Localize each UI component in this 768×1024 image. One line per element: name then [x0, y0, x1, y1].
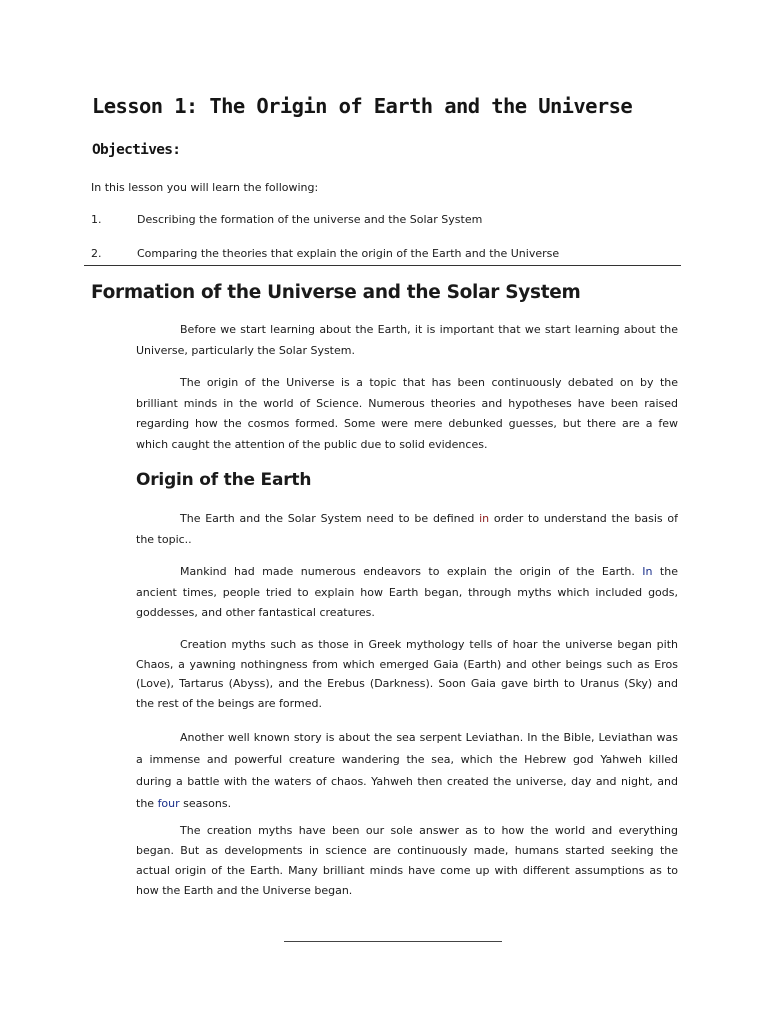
paragraph-line: The origin of the Universe is a topic that has been continuously debated on by the	[180, 376, 678, 389]
lesson-title: Lesson 1: The Origin of Earth and the Universe	[92, 94, 633, 118]
paragraph-line: brilliant minds in the world of Science. Numerous theories and hypotheses have been raised	[136, 396, 678, 410]
paragraph-line: actual origin of the Earth. Many brilliant minds have come up with different assumptions as to	[136, 864, 678, 877]
highlighted-word: four	[157, 797, 180, 810]
paragraph-line: Before we start learning about the Earth, it is important that we start learning about the	[180, 323, 678, 336]
paragraph-line: began. But as developments in science are continuously made, humans started seeking the	[136, 844, 678, 857]
section-heading: Formation of the Universe and the Solar System	[91, 282, 581, 303]
paragraph-line: which caught the attention of the public due to solid evidences.	[136, 437, 488, 451]
paragraph-line: The creation myths have been our sole answer as to how the world and everything	[180, 824, 678, 837]
objective-text: Describing the formation of the universe and the Solar System	[137, 213, 483, 226]
objective-number: 1.	[91, 213, 102, 226]
paragraph-line: the topic..	[136, 533, 192, 546]
paragraph	[136, 727, 678, 815]
objective-text: Comparing the theories that explain the origin of the Earth and the Universe	[137, 247, 560, 260]
paragraph-line: the rest of the beings are formed.	[136, 696, 322, 710]
paragraph	[136, 821, 678, 901]
objectives-heading: Objectives:	[92, 142, 181, 158]
paragraph	[136, 635, 678, 713]
highlighted-word: In	[642, 565, 653, 578]
paragraph-line: during a battle with the waters of chaos. Yahweh then created the universe, day and night, and	[136, 775, 678, 788]
paragraph-line: Universe, particularly the Solar System.	[136, 343, 355, 357]
paragraph	[136, 562, 678, 624]
paragraph	[136, 508, 678, 550]
paragraph-line: Mankind had made numerous endeavors to explain the origin of the Earth. In the	[180, 565, 678, 578]
horizontal-divider	[84, 265, 681, 266]
paragraph-line: Chaos, a yawning nothingness from which emerged Gaia (Earth) and other beings such as Eros	[136, 657, 678, 671]
paragraph-line: a immense and powerful creature wandering the sea, which the Hebrew god Yahweh killed	[136, 753, 678, 766]
paragraph-line: goddesses, and other fantastical creatures.	[136, 606, 375, 619]
paragraph-line: the four seasons.	[136, 797, 232, 810]
objective-number: 2.	[91, 247, 102, 260]
highlighted-word: in	[479, 512, 490, 525]
paragraph-line: Another well known story is about the sea serpent Leviathan. In the Bible, Leviathan was	[180, 731, 678, 744]
paragraph	[136, 320, 678, 361]
subsection-heading: Origin of the Earth	[136, 470, 312, 490]
paragraph-line: ancient times, people tried to explain how Earth began, through myths which included gods,	[136, 585, 678, 599]
paragraph-line: regarding how the cosmos formed. Some were mere debunked guesses, but there are a few	[136, 417, 678, 430]
paragraph-line: how the Earth and the Universe began.	[136, 884, 353, 897]
footer-divider	[284, 941, 502, 942]
paragraph	[136, 373, 678, 455]
paragraph-line: The Earth and the Solar System need to be defined in order to understand the basis of	[180, 512, 678, 525]
paragraph-line: Creation myths such as those in Greek mythology tells of hoar the universe began pith	[180, 638, 678, 651]
paragraph-line: (Love), Tartarus (Abyss), and the Erebus (Darkness). Soon Gaia gave birth to Uranus (Sky) and	[136, 677, 678, 690]
objectives-intro: In this lesson you will learn the following:	[91, 181, 319, 194]
